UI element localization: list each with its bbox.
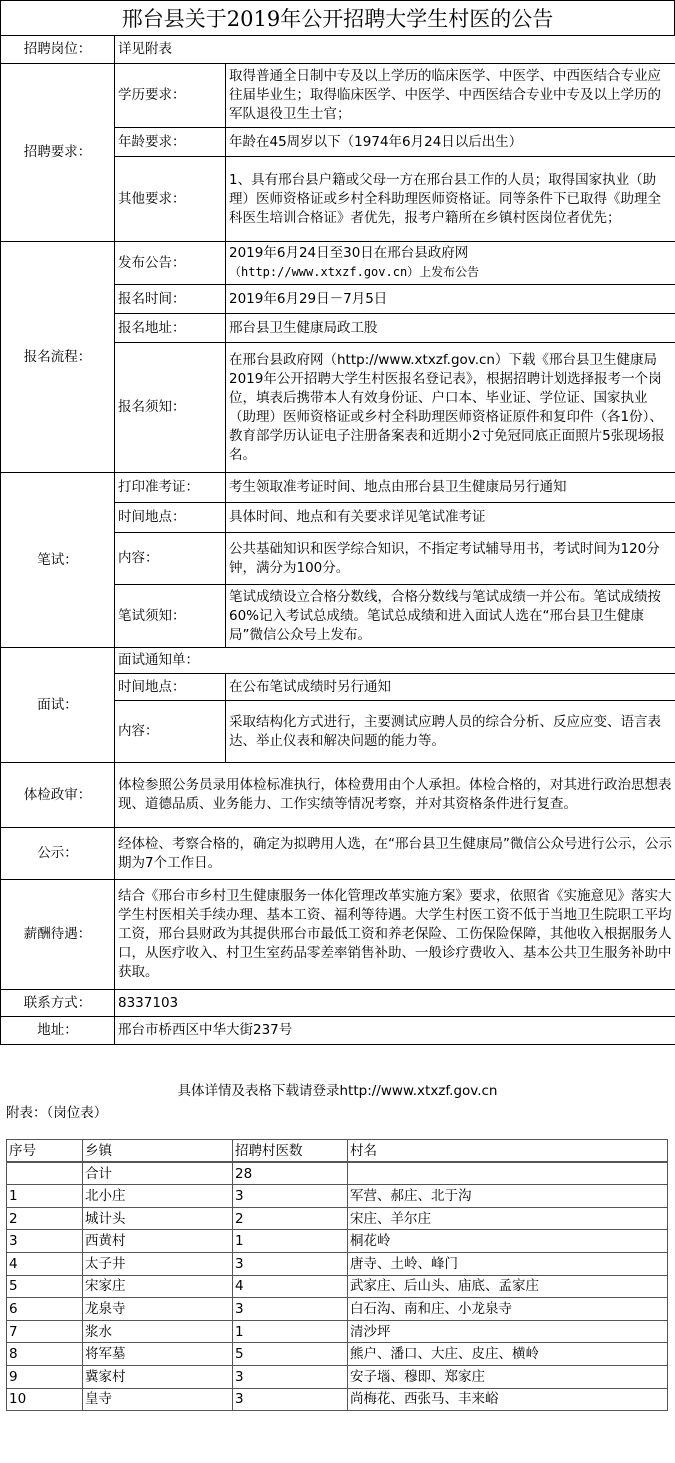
pos-town: 太子井 — [83, 1252, 233, 1275]
reg-time-value: 2019年6月29日－7月5日 — [226, 285, 675, 314]
interview-content-label: 内容： — [115, 701, 226, 763]
announce-line-1: 2019年6月24日至30日在邢台县政府网 — [229, 245, 469, 261]
pos-town: 龙泉寺 — [83, 1298, 233, 1321]
pos-count: 2 — [233, 1207, 348, 1230]
contact-label: 联系方式： — [1, 990, 115, 1017]
address-value: 邢台市桥西区中华大街237号 — [115, 1017, 675, 1045]
table-row — [7, 1320, 668, 1343]
process-label: 报名流程： — [1, 242, 115, 473]
pos-count: 5 — [233, 1343, 348, 1366]
pos-town: 皇寺 — [83, 1388, 233, 1411]
salary-label: 薪酬待遇： — [1, 880, 115, 990]
pos-town: 将军墓 — [83, 1343, 233, 1366]
pos-count: 3 — [233, 1252, 348, 1275]
pos-count: 3 — [233, 1185, 348, 1208]
pos-villages: 唐寺、土岭、峰门 — [348, 1252, 668, 1275]
positions-table — [6, 1139, 668, 1411]
announce-value — [226, 242, 675, 285]
pos-villages: 尚梅花、西张马、丰来峪 — [348, 1388, 668, 1411]
pos-count: 招聘村医数 — [233, 1140, 348, 1163]
table-total-row — [7, 1162, 668, 1185]
interview-notice-label: 面试通知单： — [115, 648, 675, 674]
pos-count: 28 — [233, 1162, 348, 1185]
row-announce — [1, 242, 675, 285]
announce-line-2: （http://www.xtxzf.gov.cn）上发布公告 — [229, 265, 480, 279]
pos-seq: 3 — [7, 1230, 83, 1253]
address-label: 地址： — [1, 1017, 115, 1045]
pos-seq: 4 — [7, 1252, 83, 1275]
pos-seq: 10 — [7, 1388, 83, 1411]
interview-time-value: 在公布笔试成绩时另行通知 — [226, 674, 675, 701]
salary-value: 结合《邢台市乡村卫生健康服务一体化管理改革实施方案》要求，依照省《实施意见》落实大学生村医相关手续办理、基本工资、福利等待遇。大学生村医工资不低于当地卫生院职工平均工资，邢台县财政为其提供邢台市最低工资和养老保险、工伤保险保障，其他收入根据服务人口，从医疗收入、村卫生室药品零差率销售补助、一般诊疗费收入、基本公共卫生服务补助中获取。 — [115, 880, 675, 990]
pos-villages: 白石沟、南和庄、小龙泉寺 — [348, 1298, 668, 1321]
pos-seq: 2 — [7, 1207, 83, 1230]
reg-notes-label: 报名须知： — [115, 343, 226, 473]
education-value: 取得普通全日制中专及以上学历的临床医学、中医学、中西医结合专业应往届毕业生；取得临床医学、中医学、中西医结合专业中专及以上学历的军队退役卫生士官； — [226, 64, 675, 128]
written-content-value: 公共基础知识和医学综合知识，不指定考试辅导用书，考试时间为120分钟，满分为100分。 — [226, 533, 675, 585]
pos-seq: 9 — [7, 1365, 83, 1388]
pos-town: 城计头 — [83, 1207, 233, 1230]
pos-villages — [348, 1162, 668, 1185]
interview-label: 面试： — [1, 648, 115, 763]
row-address — [1, 1017, 675, 1045]
pos-villages: 宋庄、羊尔庄 — [348, 1207, 668, 1230]
pos-town: 西黄村 — [83, 1230, 233, 1253]
pos-town: 浆水 — [83, 1320, 233, 1343]
publicity-label: 公示： — [1, 828, 115, 880]
table-header-row — [7, 1140, 668, 1163]
interview-content-value: 采取结构化方式进行，主要测试应聘人员的综合分析、反应应变、语言表达、举止仪表和解决问题的能力等。 — [226, 701, 675, 763]
pos-seq: 5 — [7, 1275, 83, 1298]
table-row — [7, 1230, 668, 1253]
medical-value: 体检参照公务员录用体检标准执行，体检费用由个人承担。体检合格的，对其进行政治思想表现、道德品质、业务能力、工作实绩等情况考察，并对其资格条件进行复查。 — [115, 763, 675, 828]
other-value: 1、具有邢台县户籍或父母一方在邢台县工作的人员；取得国家执业（助理）医师资格证或乡村全科助理医师资格证。同等条件下已取得《助理全科医生培训合格证》者优先，报考户籍所在乡镇村医岗位者优先； — [226, 157, 675, 242]
pos-town: 宋家庄 — [83, 1275, 233, 1298]
written-content-label: 内容： — [115, 533, 226, 585]
pos-villages: 桐花岭 — [348, 1230, 668, 1253]
pos-seq: 1 — [7, 1185, 83, 1208]
table-row — [7, 1252, 668, 1275]
other-label: 其他要求： — [115, 157, 226, 242]
pos-seq: 8 — [7, 1343, 83, 1366]
row-interview-notice — [1, 648, 675, 674]
pos-count: 1 — [233, 1230, 348, 1253]
reg-time-label: 报名时间： — [115, 285, 226, 314]
position-label: 招聘岗位： — [1, 36, 115, 64]
pos-seq: 7 — [7, 1320, 83, 1343]
table-row — [7, 1343, 668, 1366]
pos-villages: 军营、郝庄、北于沟 — [348, 1185, 668, 1208]
row-contact — [1, 990, 675, 1017]
age-value: 年龄在45周岁以下（1974年6月24日以后出生） — [226, 128, 675, 157]
table-row — [7, 1298, 668, 1321]
pos-count: 1 — [233, 1320, 348, 1343]
ticket-value: 考生领取准考证时间、地点由邢台县卫生健康局另行通知 — [226, 473, 675, 503]
download-note: 具体详情及表格下载请登录http://www.xtxzf.gov.cn — [177, 1083, 498, 1099]
pos-town: 冀家村 — [83, 1365, 233, 1388]
pos-seq: 6 — [7, 1298, 83, 1321]
pos-count: 3 — [233, 1388, 348, 1411]
written-notes-label: 笔试须知： — [115, 585, 226, 648]
pos-town: 乡镇 — [83, 1140, 233, 1163]
written-label: 笔试： — [1, 473, 115, 648]
interview-time-label: 时间地点： — [115, 674, 226, 701]
publicity-value: 经体检、考察合格的，确定为拟聘用人选，在“邢台县卫生健康局”微信公众号进行公示，公示期为7个工作日。 — [115, 828, 675, 880]
table-row — [7, 1207, 668, 1230]
row-medical — [1, 763, 675, 828]
table-row — [7, 1365, 668, 1388]
row-salary — [1, 880, 675, 990]
requirements-label: 招聘要求： — [1, 64, 115, 242]
announcement-table — [0, 35, 675, 1045]
pos-count: 4 — [233, 1275, 348, 1298]
written-notes-value: 笔试成绩设立合格分数线，合格分数线与笔试成绩一并公布。笔试成绩按60%记入考试总成绩。笔试总成绩和进入面试人选在“邢台县卫生健康局”微信公众号上发布。 — [226, 585, 675, 648]
row-position — [1, 36, 675, 64]
table-row — [7, 1388, 668, 1411]
pos-town: 北小庄 — [83, 1185, 233, 1208]
written-time-value: 具体时间、地点和有关要求详见笔试准考证 — [226, 503, 675, 533]
annex-title: 附表：（岗位表） — [6, 1105, 108, 1121]
education-label: 学历要求： — [115, 64, 226, 128]
written-time-label: 时间地点： — [115, 503, 226, 533]
pos-count: 3 — [233, 1365, 348, 1388]
row-publicity — [1, 828, 675, 880]
contact-value: 8337103 — [115, 990, 675, 1017]
reg-notes-value: 在邢台县政府网（http://www.xtxzf.gov.cn）下载《邢台县卫生健康局2019年公开招聘大学生村医报名登记表》，根据招聘计划选择报考一个岗位，填表后携带本人有效身份证、户口本、毕业证、学位证、国家执业（助理）医师资格证或乡村全科助理医师资格证原件和复印件（各1份）、教育部学历认证电子注册备案表和近期小2寸免冠同底正面照片5张现场报名。 — [226, 343, 675, 473]
pos-villages: 清沙坪 — [348, 1320, 668, 1343]
pos-villages: 武家庄、后山头、庙底、孟家庄 — [348, 1275, 668, 1298]
announce-label: 发布公告： — [115, 242, 226, 285]
page-title: 邢台县关于2019年公开招聘大学生村医的公告 — [0, 0, 675, 36]
ticket-label: 打印准考证： — [115, 473, 226, 503]
row-ticket — [1, 473, 675, 503]
reg-address-value: 邢台县卫生健康局政工股 — [226, 314, 675, 343]
medical-label: 体检政审： — [1, 763, 115, 828]
reg-address-label: 报名地址： — [115, 314, 226, 343]
pos-seq: 序号 — [7, 1140, 83, 1163]
table-row — [7, 1275, 668, 1298]
position-value: 详见附表 — [115, 36, 675, 64]
age-label: 年龄要求： — [115, 128, 226, 157]
pos-villages: 安子堖、穆即、郑家庄 — [348, 1365, 668, 1388]
pos-town: 合计 — [83, 1162, 233, 1185]
table-row — [7, 1185, 668, 1208]
pos-villages: 村名 — [348, 1140, 668, 1163]
row-education — [1, 64, 675, 128]
pos-seq — [7, 1162, 83, 1185]
pos-count: 3 — [233, 1298, 348, 1321]
pos-villages: 熊户、潘口、大庄、皮庄、横岭 — [348, 1343, 668, 1366]
